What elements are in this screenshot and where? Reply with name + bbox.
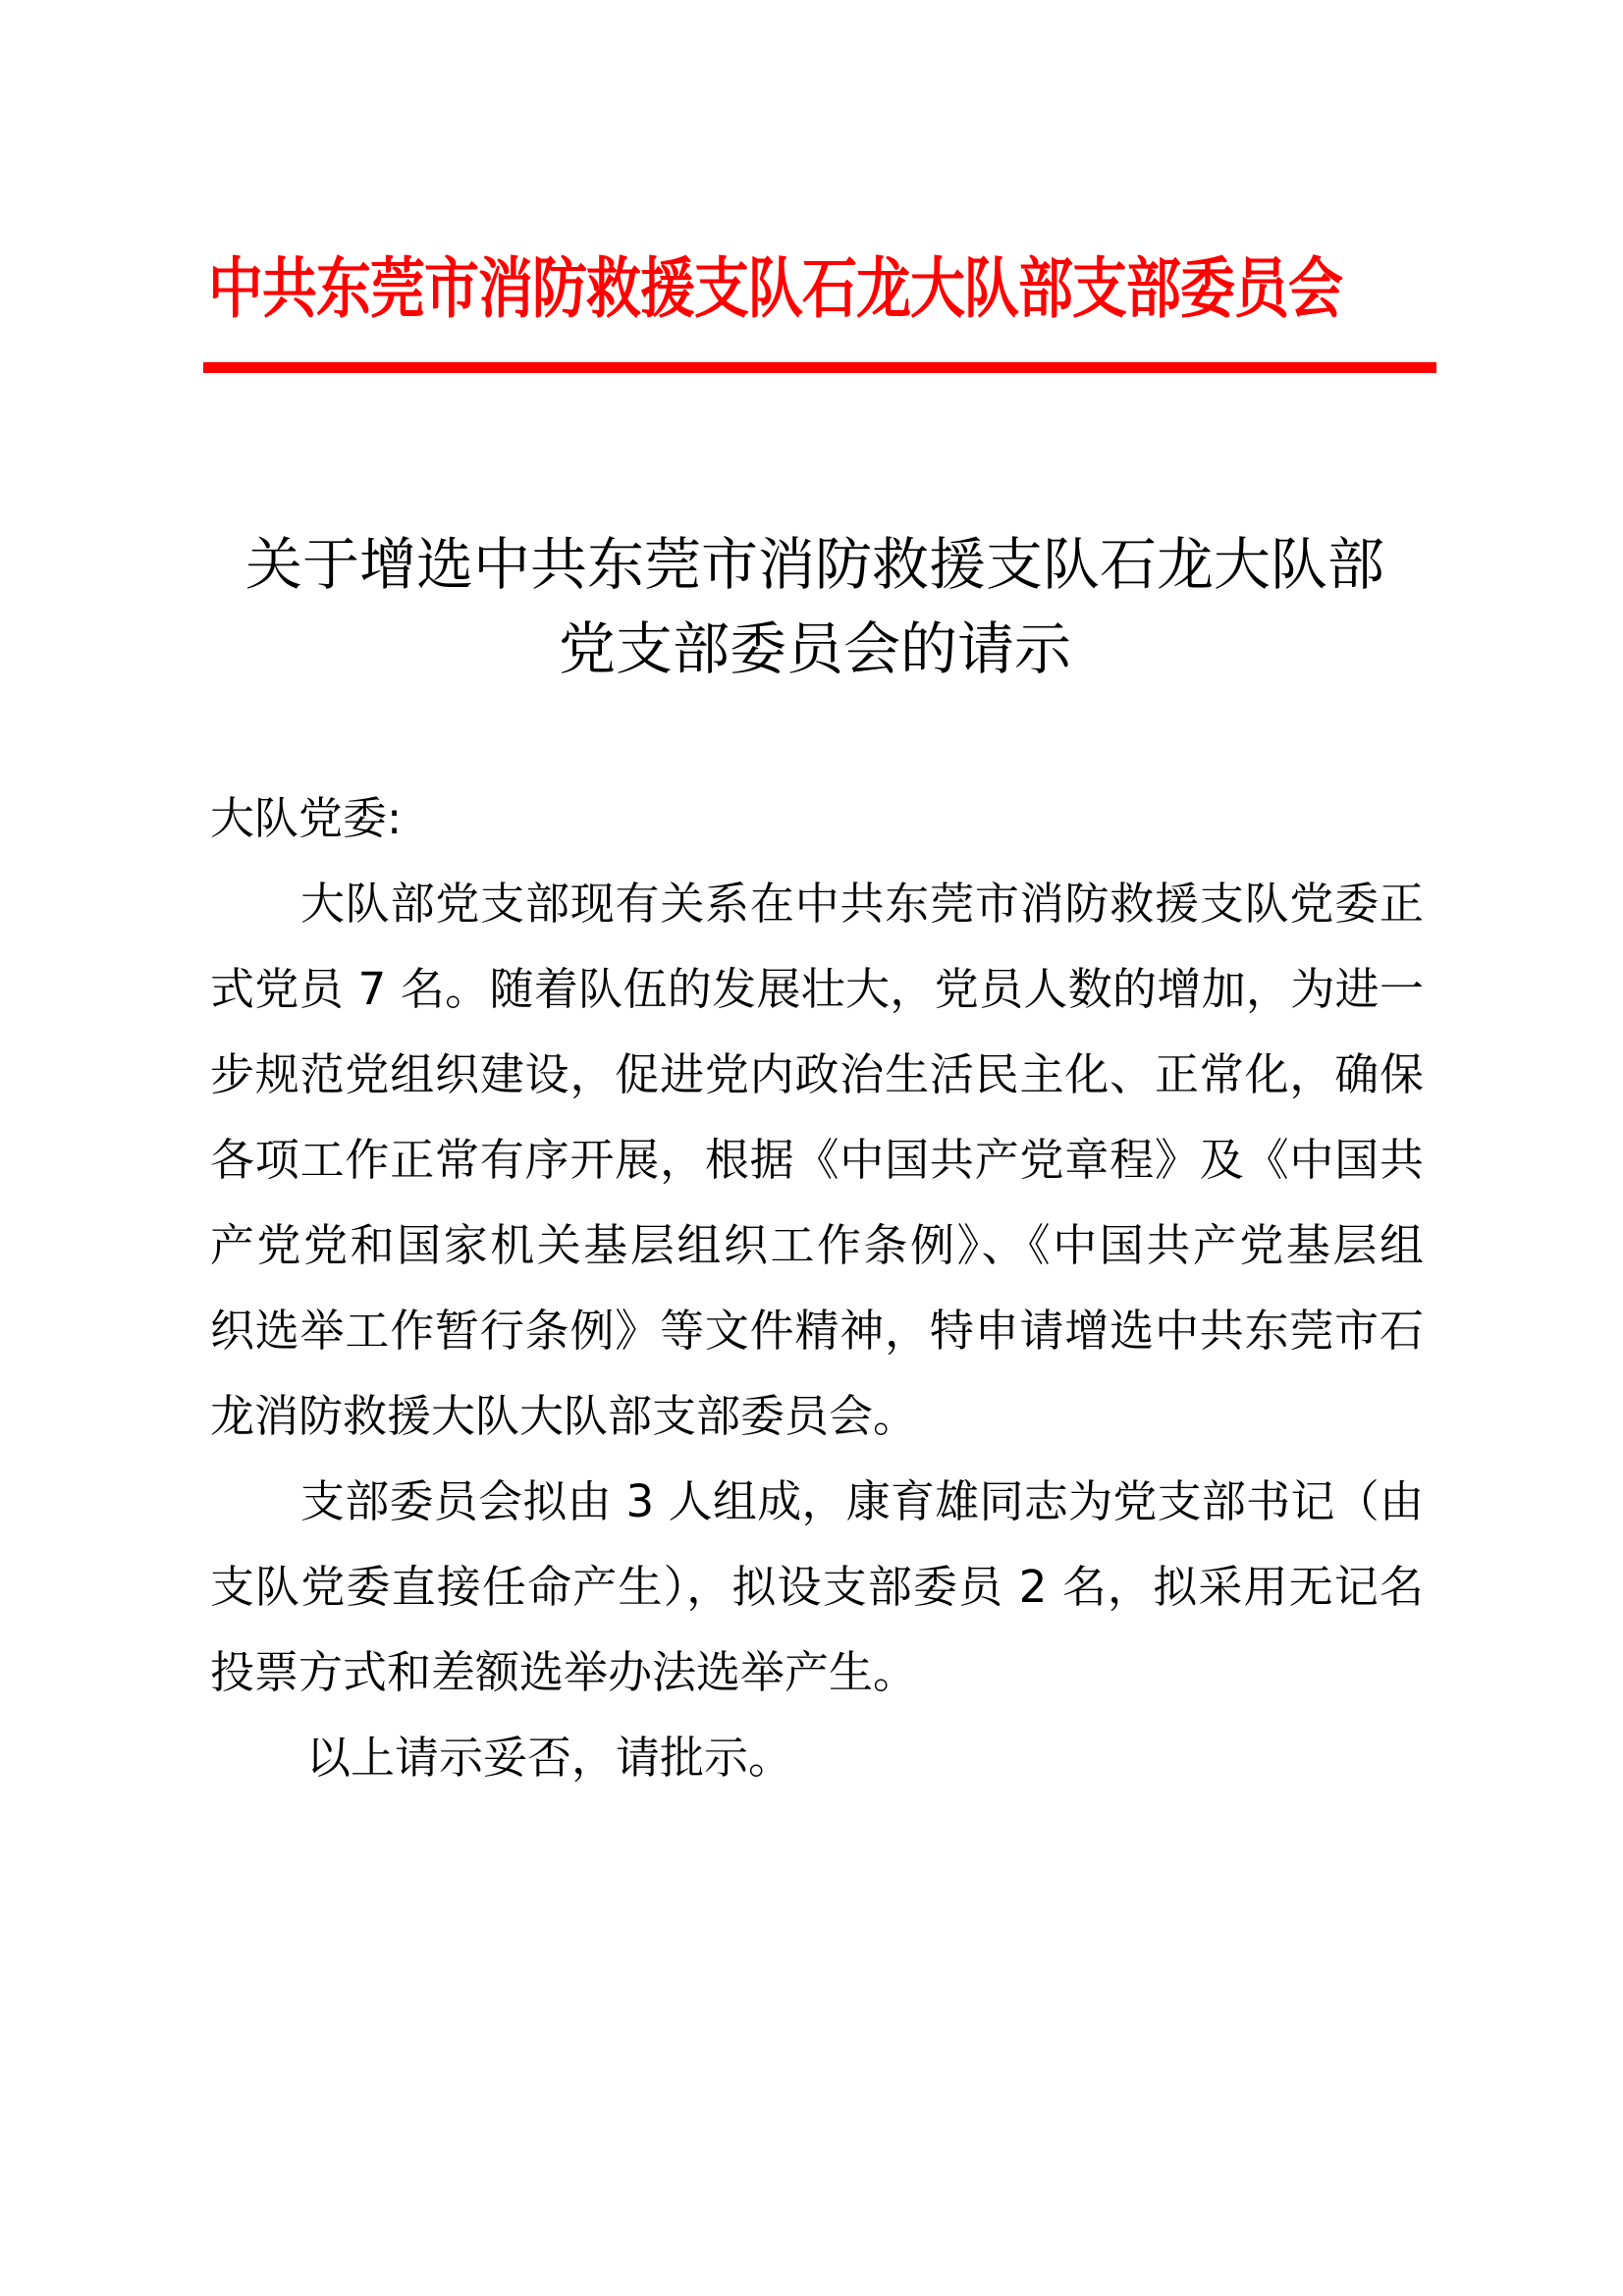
issuing-organization-header: 中共东莞市消防救援支队石龙大队部支部委员会 xyxy=(208,251,1342,328)
paragraph-1 xyxy=(210,861,1424,1459)
paragraph-line: 织选举工作暂行条例》等文件精神，特申请增选中共东莞市石 xyxy=(210,1305,1424,1357)
document-title-line-2: 党支部委员会的请示 xyxy=(558,615,1071,682)
paragraph-line: 支部委员会拟由 3 人组成，康育雄同志为党支部书记（由 xyxy=(300,1475,1424,1527)
paragraph-line: 产党党和国家机关基层组织工作条例》、《中国共产党基层组 xyxy=(210,1219,1424,1271)
closing-request: 以上请示妥否，请批示。 xyxy=(306,1732,793,1784)
paragraph-line: 龙消防救援大队大队部支部委员会。 xyxy=(210,1390,918,1442)
paragraph-line: 各项工作正常有序开展，根据《中国共产党章程》及《中国共 xyxy=(210,1134,1424,1186)
document-title-line-1: 关于增选中共东莞市消防救援支队石龙大队部 xyxy=(244,531,1384,598)
paragraph-2 xyxy=(210,1459,1424,1715)
paragraph-line: 大队部党支部现有关系在中共东莞市消防救援支队党委正 xyxy=(300,878,1424,930)
document-body xyxy=(210,775,1424,1800)
document-title xyxy=(201,522,1429,691)
salutation: 大队党委: xyxy=(210,792,403,844)
paragraph-line: 步规范党组织建设，促进党内政治生活民主化、正常化，确保 xyxy=(210,1048,1424,1100)
paragraph-line: 支队党委直接任命产生），拟设支部委员 2 名，拟采用无记名 xyxy=(210,1561,1424,1613)
red-header-divider xyxy=(203,362,1436,373)
paragraph-line: 式党员 7 名。随着队伍的发展壮大，党员人数的增加，为进一 xyxy=(210,963,1424,1015)
paragraph-line: 投票方式和差额选举办法选举产生。 xyxy=(210,1646,918,1698)
